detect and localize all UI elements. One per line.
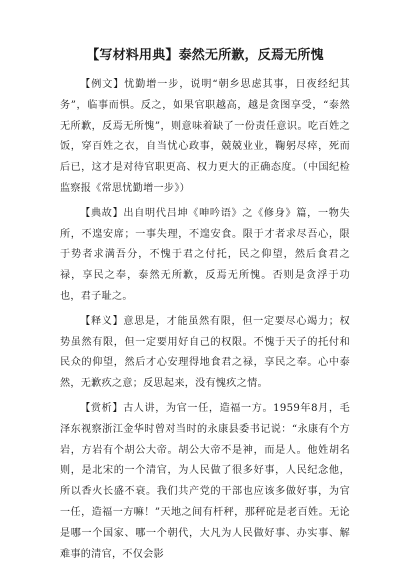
appreciation-tag: 【赏析】: [80, 402, 124, 414]
appreciation-text: 古人讲，为官一任，造福一方。1959年8月，毛泽东视察浙江金华时曾对当时的永康县委书记说：“永康有个方岩，方岩有个胡公大帝。胡公大帝不是神，而是人。他姓胡名则，是北宋的一个清官，为人民做了很多好事，人民纪念他，所以香火长盛不衰。我们共产党的干部也应该多做好事，为官一任，造福一方嘛！”天地之间有杆秤，那秤砣是老百姓。无论是哪一个国家、哪一个朝代，大凡为人民做好事、办实事、解难事的清官，不仅会影: [60, 402, 350, 560]
explanation-tag: 【释义】: [80, 315, 124, 327]
document-title: 【写材料用典】泰然无所歉，反焉无所愧: [86, 48, 324, 63]
allusion-paragraph: [60, 204, 350, 308]
allusion-tag: 【典故】: [80, 207, 124, 219]
allusion-text: 出自明代吕坤《呻吟语》之《修身》篇，一物失所，不遑安席；一事失理，不遑安食。限于才者求尽吾心，限于势者求满吾分，不愧于君之付托，民之仰望，然后食君之禄，享民之奉，泰然无所歉，反焉无所愧。否则是贪浮于功也，君子耻之。: [60, 207, 350, 302]
example-text: 忧勤增一步，说明“朝乡思虑其事，日夜经纪其务”，临事而惧。反之，如果官职越高，越是贪图享受，“泰然无所歉，反焉无所愧”，则意味着缺了一份责任意识。吃百姓之饭，穿百姓之衣，自当忧心政事，兢兢业业，鞠躬尽瘁，死而后已，这才是对待官职更高、权力更大的正确态度。（中国纪检监察报《常思忧勤增一步》）: [60, 79, 350, 194]
example-tag: 【例文】: [80, 79, 125, 90]
explanation-text: 意思是，才能虽然有限，但一定要尽心竭力；权势虽然有限，但一定要用好自己的权限。不愧于天子的托付和民众的仰望，然后才心安理得地食君之禄，享民之奉。心中泰然，无歉疚之意；反思起来，没有愧疚之情。: [60, 315, 350, 390]
appreciation-paragraph: [60, 399, 350, 565]
example-paragraph: [60, 75, 350, 200]
explanation-paragraph: [60, 312, 350, 395]
